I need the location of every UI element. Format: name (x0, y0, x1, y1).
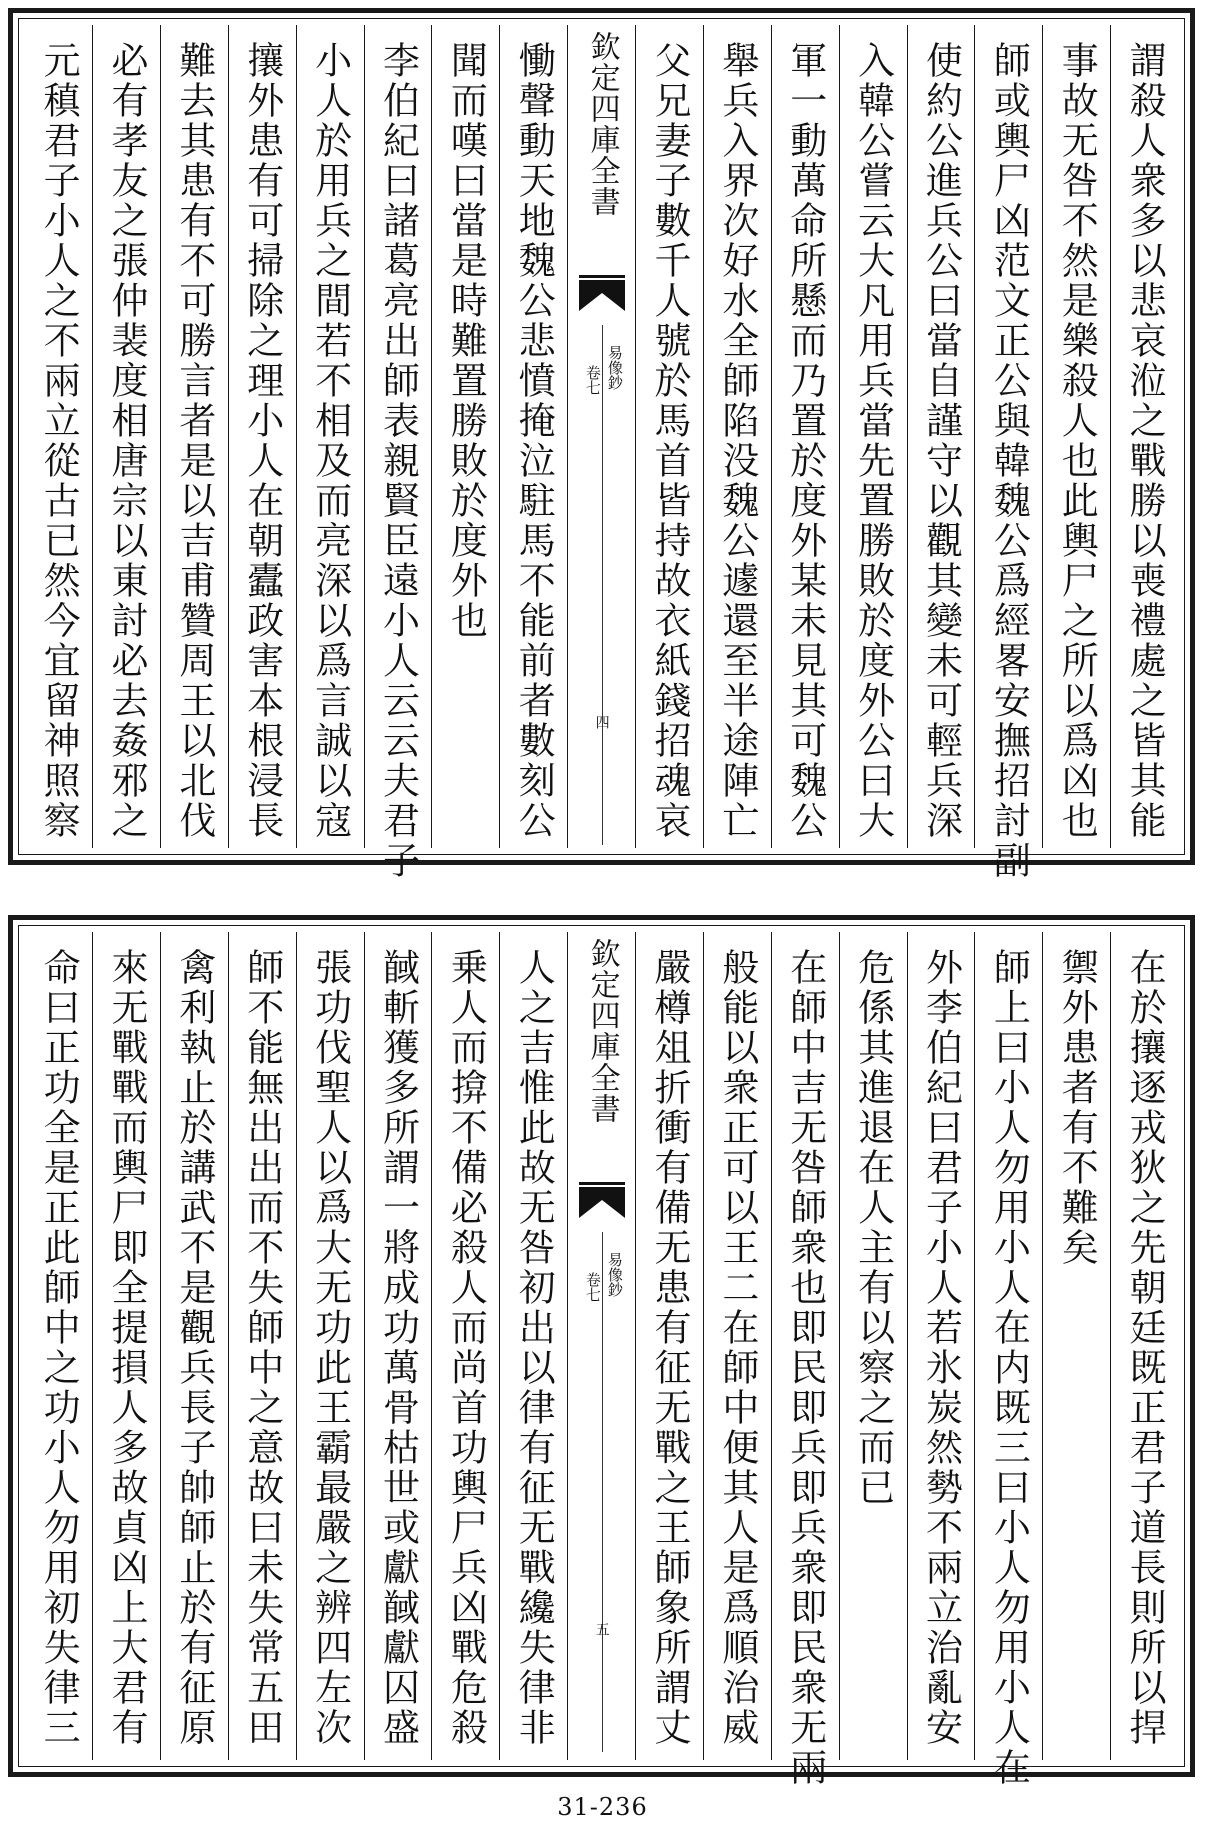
text-column: 來无戰戰而輿尸即全提損人多故貞凶上大君有 (92, 932, 160, 1760)
text-column: 馘斬獲多所謂一將成功萬骨枯世或獻馘獻囚盛 (364, 932, 432, 1760)
text-column: 危係其進退在人主有以察之而已 (839, 932, 907, 1760)
text-column: 嚴樽俎折衝有備无患有征无戰之王師象所謂丈 (635, 932, 703, 1760)
text-column: 在師中吉无咎師衆也即民即兵即兵衆即民衆无兩 (771, 932, 839, 1760)
fold-book-title: 易像鈔 (605, 345, 624, 390)
text-column: 軍一動萬命所懸而乃置於度外某未見其可魏公 (771, 25, 839, 848)
fish-tail-icon (579, 275, 625, 311)
text-column: 謂殺人衆多以悲哀涖之戰勝以喪禮處之皆其能 (1110, 25, 1178, 848)
fold-title: 欽定四庫全書 (584, 31, 620, 217)
page-footer-number: 31-236 (557, 1793, 648, 1821)
text-column: 入韓公嘗云大凡用兵當先置勝敗於度外公曰大 (839, 25, 907, 848)
text-column: 師或輿尸凶范文正公與韓魏公爲經畧安撫招討副 (974, 25, 1042, 848)
fold-juan: 卷七 (583, 365, 602, 395)
text-column: 禦外患者有不難矣 (1042, 932, 1110, 1760)
text-column: 使約公進兵公曰當自謹守以觀其變未可輕兵深 (907, 25, 975, 848)
text-column: 外李伯紀曰君子小人若氷炭然勢不兩立治亂安 (907, 932, 975, 1760)
text-column: 難去其患有不可勝言者是以吉甫贊周王以北伐 (160, 25, 228, 848)
page-four (8, 8, 1195, 881)
fold-column (567, 932, 635, 1760)
text-column: 在於攘逐戎狄之先朝廷既正君子道長則所以捍 (1110, 932, 1178, 1760)
fold-juan: 卷七 (583, 1272, 602, 1302)
text-column: 命曰正功全是正此師中之功小人勿用初失律三 (37, 948, 81, 1748)
text-column: 舉兵入界次好水全師陷没魏公遽還至半途陣亡 (703, 25, 771, 848)
fold-title: 欽定四庫全書 (584, 938, 620, 1124)
fold-line (602, 325, 603, 845)
fish-tail-icon (579, 1182, 625, 1218)
fold-book-title: 易像鈔 (605, 1252, 624, 1297)
fold-column (567, 25, 635, 848)
text-column: 攘外患有可掃除之理小人在朝蠹政害本根浸長 (228, 25, 296, 848)
page-columns (25, 25, 1178, 881)
text-column: 師不能無出出而不失師中之意故曰未失常五田 (228, 932, 296, 1760)
text-column: 元稹君子小人之不兩立從古已然今宜留神照察 (37, 41, 81, 841)
text-column: 般能以衆正可以王二在師中便其人是爲順治威 (703, 932, 771, 1760)
text-column: 禽利執止於講武不是觀兵長子帥師止於有征原 (160, 932, 228, 1760)
text-column: 父兄妻子數千人號於馬首皆持故衣紙錢招魂哀 (635, 25, 703, 848)
page-columns (25, 932, 1178, 1788)
text-column: 小人於用兵之間若不相及而亮深以爲言誠以寇 (296, 25, 364, 848)
text-column: 李伯紀曰諸葛亮出師表親賢臣遠小人云云夫君子 (364, 25, 432, 848)
text-column: 慟聲動天地魏公悲憤掩泣駐馬不能前者數刻公 (499, 25, 567, 848)
text-column: 人之吉惟此故无咎初出以律有征无戰纔失律非 (499, 932, 567, 1760)
text-column: 必有孝友之張仲裴度相唐宗以東討必去姦邪之 (92, 25, 160, 848)
fold-line (602, 1232, 603, 1752)
text-column: 事故无咎不然是樂殺人也此輿尸之所以爲凶也 (1042, 25, 1110, 848)
text-column: 乗人而揜不備必殺人而尚首功輿尸兵凶戰危殺 (431, 932, 499, 1760)
text-column: 聞而嘆曰當是時難置勝敗於度外也 (431, 25, 499, 848)
page-five (8, 915, 1195, 1788)
text-column: 師上曰小人勿用小人在内既三曰小人勿用小人在 (974, 932, 1042, 1760)
text-column: 張功伐聖人以爲大无功此王霸最嚴之辨四左次 (296, 932, 364, 1760)
fold-page-number: 五 (593, 1622, 610, 1636)
fold-page-number: 四 (593, 715, 610, 729)
